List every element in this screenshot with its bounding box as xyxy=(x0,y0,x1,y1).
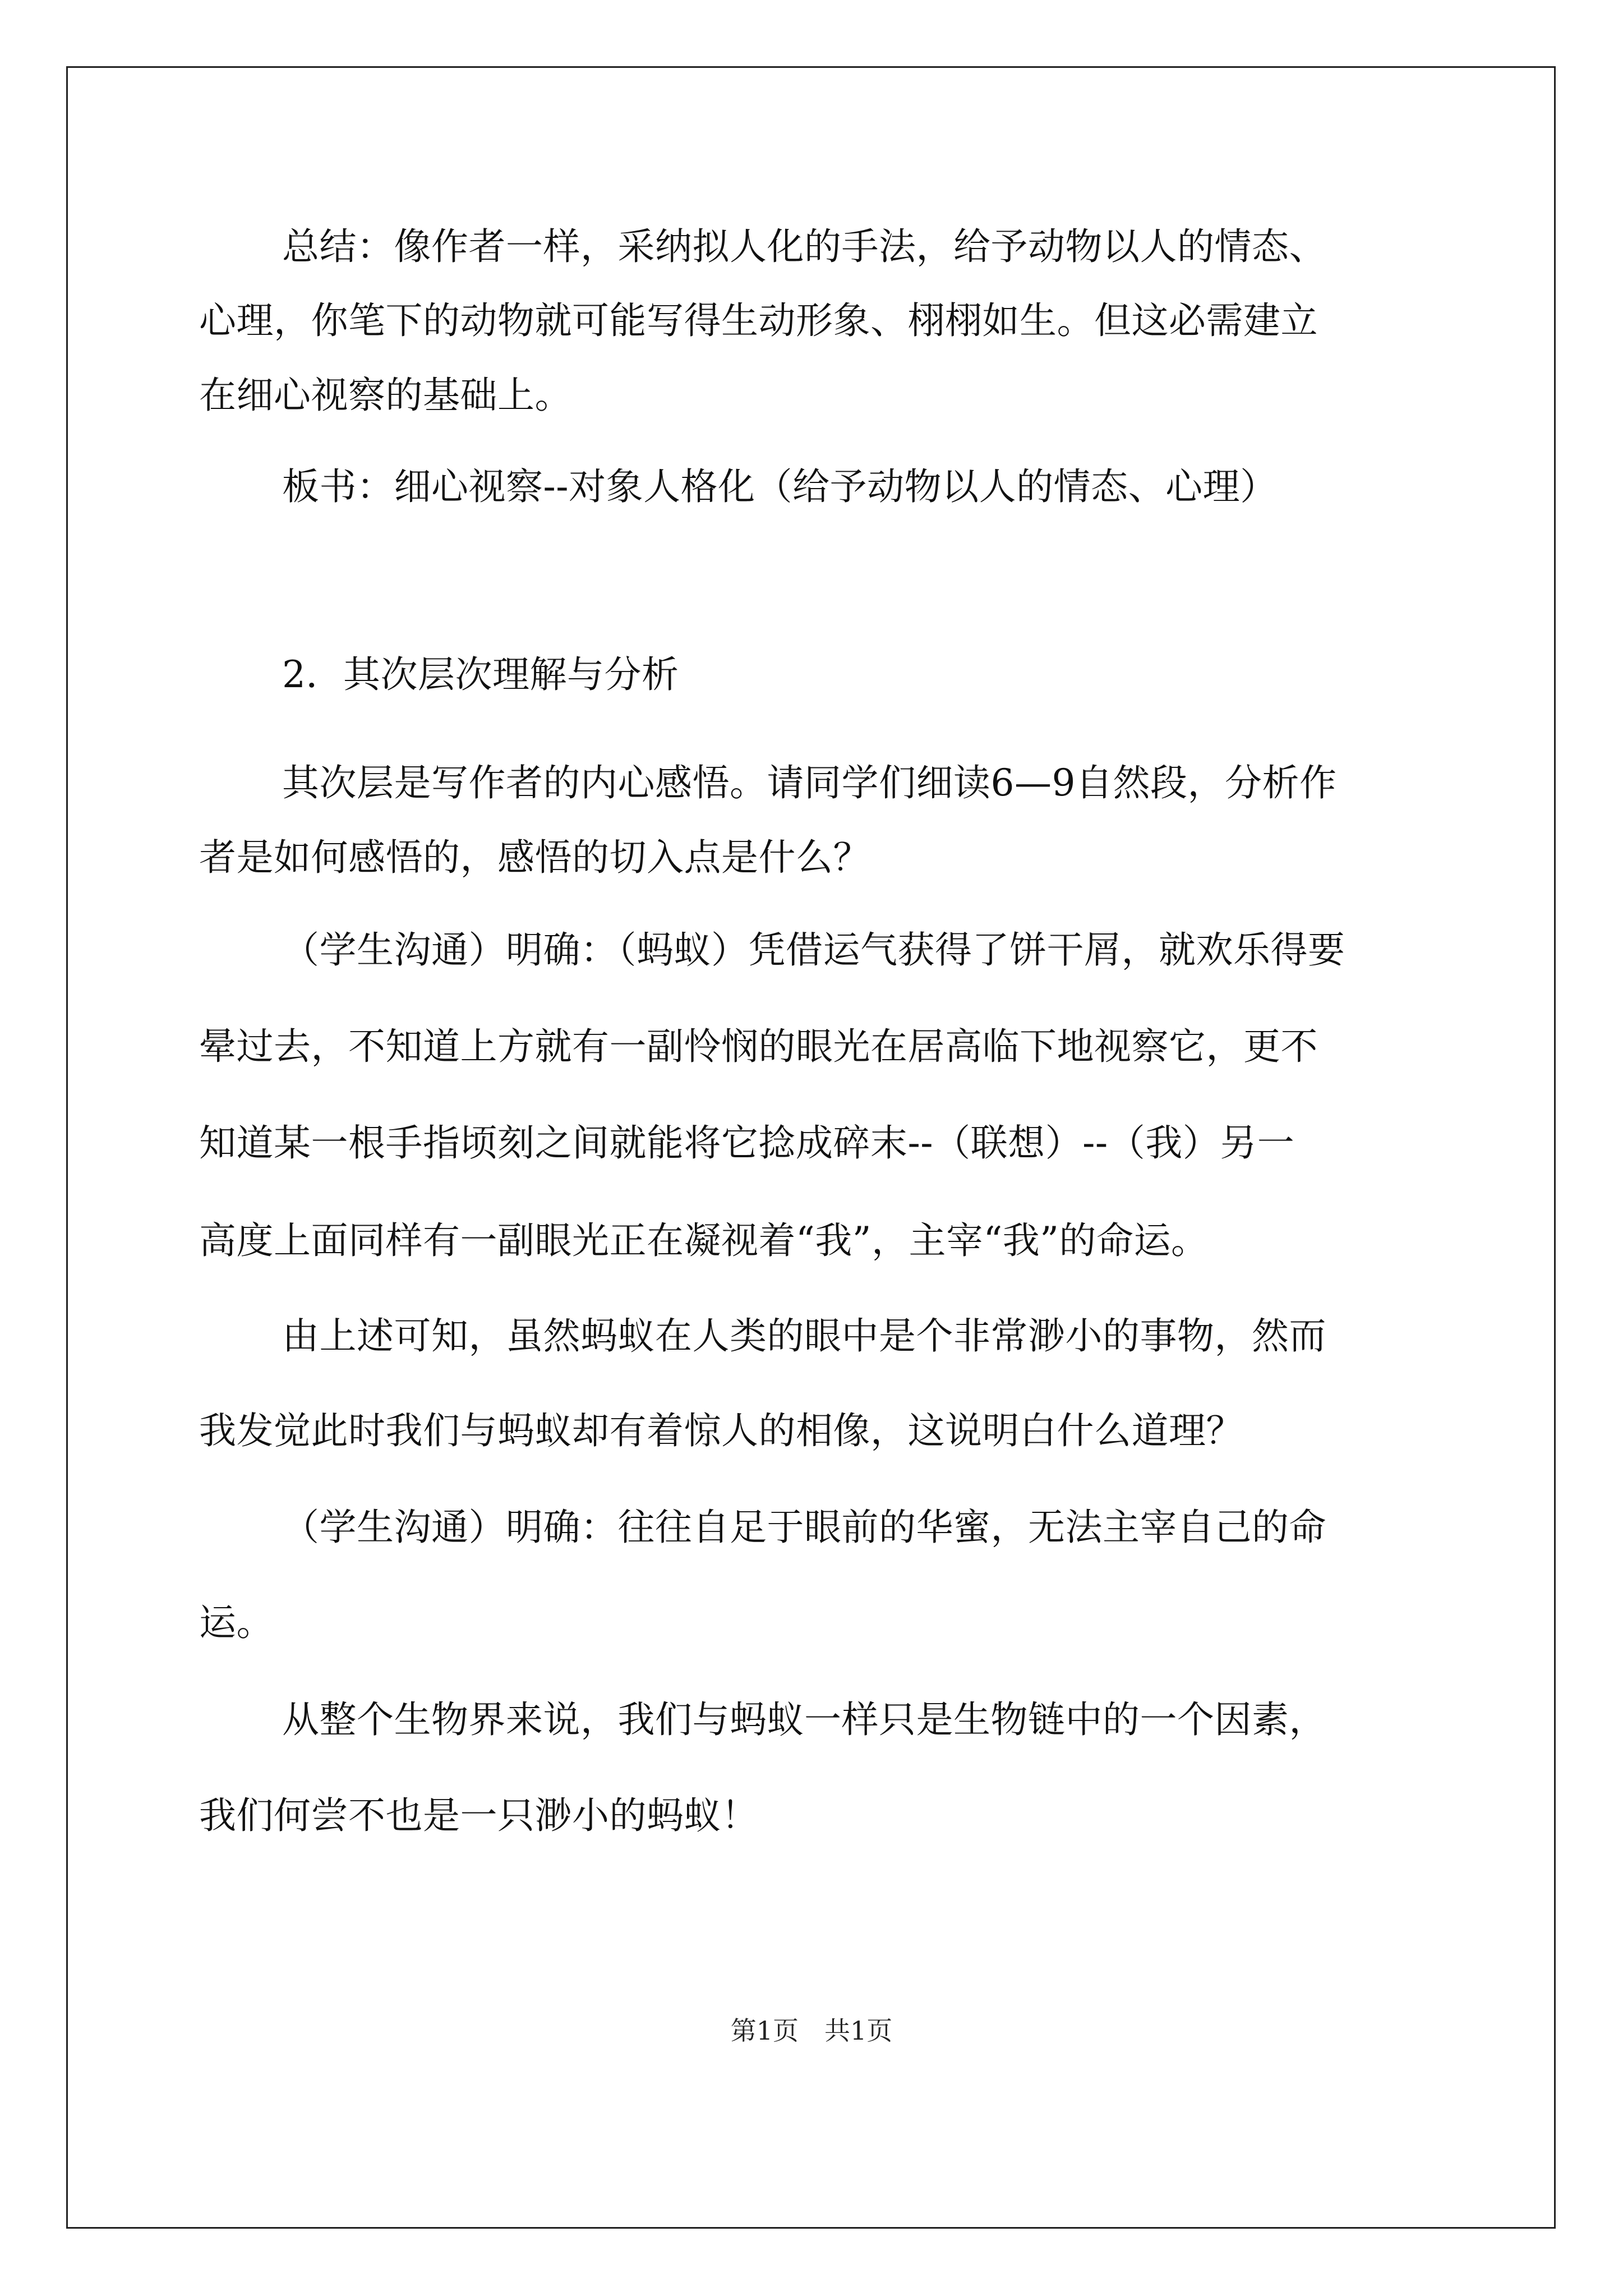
paragraph-line: 其次层是写作者的内心感悟。请同学们细读6—9自然段，分析作 xyxy=(282,761,1337,804)
page-number-footer: 第1页 共1页 xyxy=(730,2016,893,2046)
paragraph-line: 在细心视察的基础上。 xyxy=(199,374,572,417)
paragraph-line: （学生沟通）明确：（蚂蚁）凭借运气获得了饼干屑，就欢乐得要 xyxy=(282,928,1345,972)
paragraph-line: 我发觉此时我们与蚂蚁却有着惊人的相像，这说明白什么道理？ xyxy=(199,1409,1243,1452)
paragraph-line: 者是如何感悟的，感悟的切入点是什么？ xyxy=(199,836,870,879)
paragraph-line: 高度上面同样有一副眼光正在凝视着“我”，主宰“我”的命运。 xyxy=(199,1219,1209,1262)
paragraph-line: 心理，你笔下的动物就可能写得生动形象、栩栩如生。但这必需建立 xyxy=(199,299,1318,342)
paragraph-line: 板书：细心视察--对象人格化（给予动物以人的情态、心理） xyxy=(282,465,1278,508)
paragraph-line: （学生沟通）明确：往往自足于眼前的华蜜，无法主宰自己的命 xyxy=(282,1506,1326,1549)
paragraph-line: 我们何尝不也是一只渺小的蚂蚁！ xyxy=(199,1794,759,1837)
paragraph-line: 运。 xyxy=(199,1601,274,1644)
paragraph-line: 晕过去，不知道上方就有一副怜悯的眼光在居高临下地视察它，更不 xyxy=(199,1025,1318,1068)
paragraph-line: 由上述可知，虽然蚂蚁在人类的眼中是个非常渺小的事物，然而 xyxy=(282,1314,1326,1358)
paragraph-line: 知道某一根手指顷刻之间就能将它捻成碎末--（联想）--（我）另一 xyxy=(199,1121,1295,1165)
paragraph-line: 总结：像作者一样，采纳拟人化的手法，给予动物以人的情态、 xyxy=(282,225,1326,268)
section-heading: 2．其次层次理解与分析 xyxy=(282,653,679,696)
paragraph-line: 从整个生物界来说，我们与蚂蚁一样只是生物链中的一个因素， xyxy=(282,1698,1326,1741)
